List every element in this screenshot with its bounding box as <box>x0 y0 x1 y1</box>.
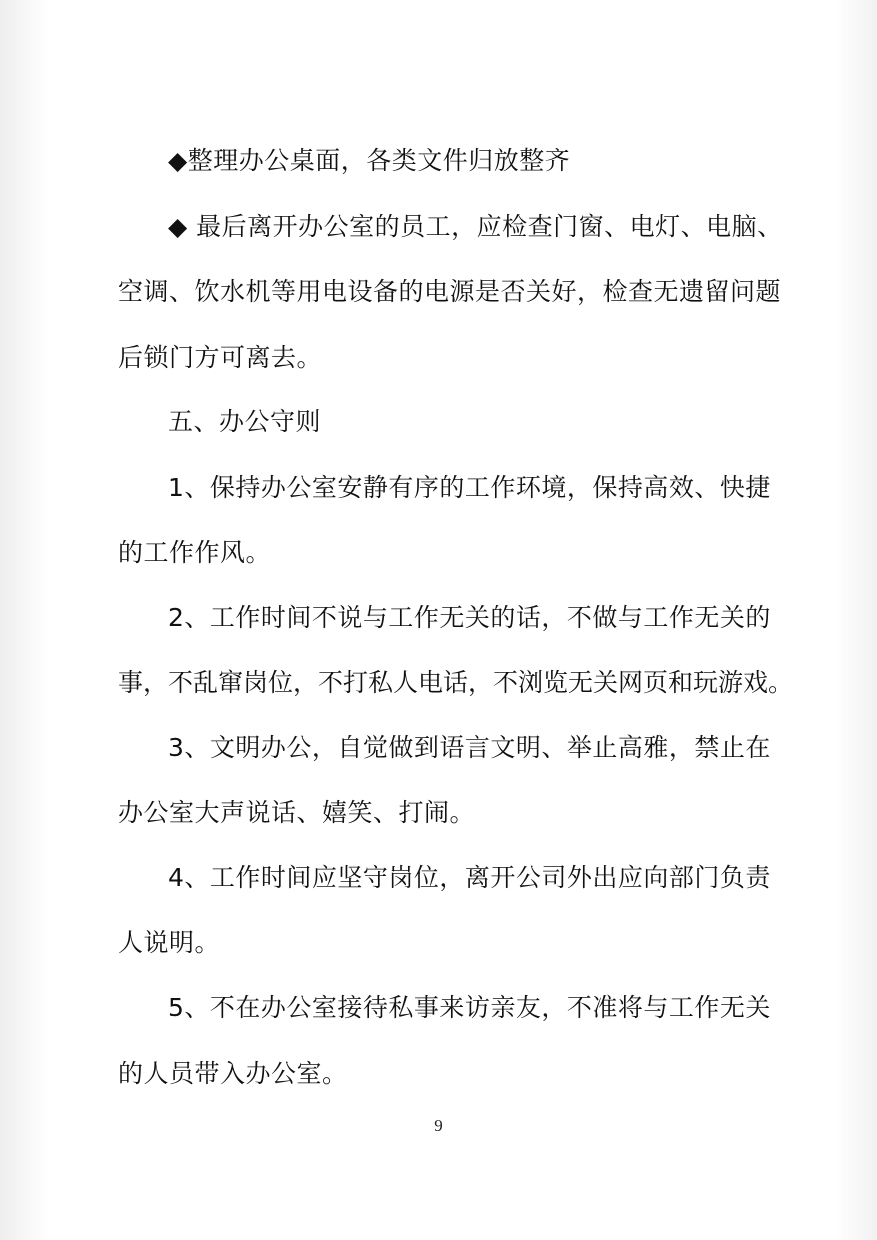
rule-item-5: 5、不在办公室接待私事来访亲友，不准将与工作无关 <box>168 993 771 1022</box>
rule-item-1: 1、保持办公室安静有序的工作环境，保持高效、快捷 <box>168 473 771 502</box>
bullet-line-last-to-leave: ◆ 最后离开办公室的员工，应检查门窗、电灯、电脑、 <box>168 212 783 241</box>
paragraph-line: 的工作作风。 <box>118 538 272 567</box>
section-heading-office-rules: 五、办公守则 <box>168 407 322 436</box>
rule-item-4: 4、工作时间应坚守岗位，离开公司外出应向部门负责 <box>168 863 771 892</box>
rule-item-2: 2、工作时间不说与工作无关的话，不做与工作无关的 <box>168 603 771 632</box>
paragraph-line: 人说明。 <box>118 928 221 957</box>
paragraph-line: 事，不乱窜岗位，不打私人电话，不浏览无关网页和玩游戏。 <box>118 668 794 697</box>
paragraph-line: 办公室大声说话、嬉笑、打闹。 <box>118 798 476 827</box>
paragraph-line: 空调、饮水机等用电设备的电源是否关好，检查无遗留问题 <box>118 277 782 306</box>
paragraph-line: 的人员带入办公室。 <box>118 1059 348 1088</box>
paragraph-line: 后锁门方可离去。 <box>118 343 323 372</box>
rule-item-3: 3、文明办公，自觉做到语言文明、举止高雅，禁止在 <box>168 733 771 762</box>
page-number: 9 <box>434 1116 443 1135</box>
page-edge-shadow-left <box>0 0 50 1240</box>
page-edge-shadow-right <box>837 0 877 1240</box>
bullet-line-tidy-desk: ◆整理办公桌面，各类文件归放整齐 <box>168 146 571 175</box>
